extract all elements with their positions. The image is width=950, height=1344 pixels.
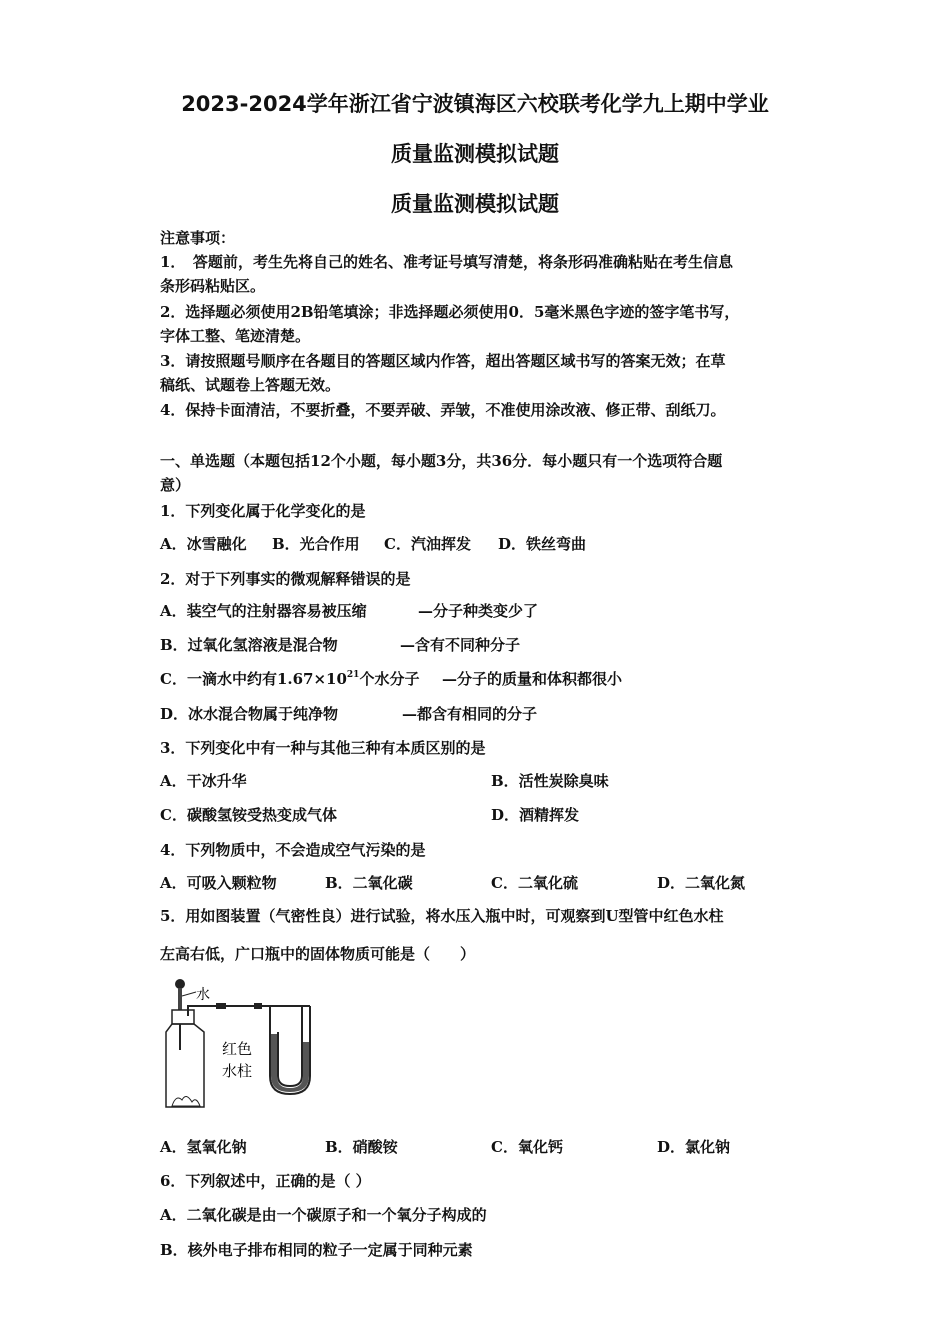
q2-option-d-explanation: —都含有相同的分子 [402, 705, 538, 723]
apparatus-diagram [158, 972, 328, 1117]
q2-option-c-text: C．一滴水中约有1.67×10 [160, 670, 347, 688]
q3-option-b: B．活性炭除臭味 [491, 772, 609, 790]
q2-option-b-explanation: —含有不同种分子 [400, 636, 521, 654]
q4-stem: 4．下列物质中，不会造成空气污染的是 [160, 841, 426, 859]
q4-option-d: D．二氧化氮 [657, 874, 746, 892]
q6-option-a: A．二氧化碳是由一个碳原子和一个氧分子构成的 [160, 1206, 487, 1224]
q5-option-b: B．硝酸铵 [325, 1138, 398, 1156]
notice-line: 条形码粘贴区。 [160, 277, 266, 295]
q2-stem: 2．对于下列事实的微观解释错误的是 [160, 570, 411, 588]
title-line-2: 质量监测模拟试题 [391, 142, 559, 166]
q5-option-a: A．氢氧化钠 [160, 1138, 247, 1156]
q6-option-b: B．核外电子排布相同的粒子一定属于同种元素 [160, 1241, 473, 1259]
q2-option-c-explanation: —分子的质量和体积都很小 [442, 670, 623, 688]
q4-option-c: C．二氧化硫 [491, 874, 578, 892]
q1-option-a: A．冰雪融化 [160, 535, 247, 553]
notice-line: 稿纸、试题卷上答题无效。 [160, 376, 341, 394]
q4-option-a: A．可吸入颗粒物 [160, 874, 277, 892]
wide-mouth-bottle [166, 1024, 204, 1107]
tube-joint-2 [254, 1003, 262, 1009]
red-water-column [271, 1034, 309, 1092]
notice-line: 4．保持卡面清洁，不要折叠，不要弄破、弄皱，不准使用涂改液、修正带、刮纸刀。 [160, 401, 726, 419]
notice-line: 2．选择题必须使用2B铅笔填涂；非选择题必须使用0．5毫米黑色字迹的签字笔书写， [160, 303, 740, 321]
q3-stem: 3．下列变化中有一种与其他三种有本质区别的是 [160, 739, 486, 757]
q2-option-a-explanation: —分子种类变少了 [418, 602, 539, 620]
q2-option-d: D．冰水混合物属于纯净物 [160, 705, 339, 723]
stopper [172, 1010, 194, 1024]
notice-heading: 注意事项： [160, 229, 236, 247]
q3-option-c: C．碳酸氢铵受热变成气体 [160, 806, 337, 824]
q2-option-c [160, 669, 419, 689]
q2-option-b: B．过氧化氢溶液是混合物 [160, 636, 338, 654]
section-heading: 一、单选题（本题包括12个小题，每小题3分，共36分．每小题只有一个选项符合题 [160, 452, 723, 470]
tube-joint [216, 1003, 226, 1009]
section-heading-cont: 意） [160, 476, 191, 494]
q2-option-c-text-end: 个水分子 [359, 670, 420, 688]
q3-option-d: D．酒精挥发 [491, 806, 580, 824]
q3-option-a: A．干冰升华 [160, 772, 247, 790]
q4-option-b: B．二氧化碳 [325, 874, 413, 892]
q2-exponent: 21 [346, 670, 360, 680]
label-red: 红色 [222, 1040, 253, 1058]
q1-option-c: C．汽油挥发 [384, 535, 471, 553]
title-line-3: 质量监测模拟试题 [391, 192, 559, 216]
q5-option-c: C．氧化钙 [491, 1138, 563, 1156]
q1-option-d: D．铁丝弯曲 [498, 535, 587, 553]
q5-option-d: D．氯化钠 [657, 1138, 731, 1156]
q5-stem: 5．用如图装置（气密性良）进行试验，将水压入瓶中时，可观察到U型管中红色水柱 [160, 907, 724, 925]
notice-line: 字体工整、笔迹清楚。 [160, 327, 311, 345]
q5-stem-cont: 左高右低，广口瓶中的固体物质可能是（ ） [160, 945, 476, 963]
dropper-bulb [175, 979, 185, 989]
notice-line: 3．请按照题号顺序在各题目的答题区域内作答，超出答题区域书写的答案无效；在草 [160, 352, 726, 370]
title-line-1: 2023-2024学年浙江省宁波镇海区六校联考化学九上期中学业 [181, 92, 769, 116]
q6-stem: 6．下列叙述中，正确的是（ ） [160, 1172, 371, 1190]
u-tube-inner [278, 1006, 302, 1086]
q2-option-a: A．装空气的注射器容易被压缩 [160, 602, 367, 620]
water-pointer [182, 992, 196, 996]
notice-line: 1． 答题前，考生先将自己的姓名、准考证号填写清楚，将条形码准确粘贴在考生信息 [160, 253, 733, 271]
label-water-column: 水柱 [222, 1062, 253, 1080]
solid-substance [172, 1096, 200, 1106]
connecting-tube [188, 1006, 236, 1016]
q1-stem: 1．下列变化属于化学变化的是 [160, 502, 366, 520]
dropper-stem [178, 988, 182, 1010]
label-water: 水 [196, 987, 210, 1003]
q1-option-b: B．光合作用 [272, 535, 360, 553]
